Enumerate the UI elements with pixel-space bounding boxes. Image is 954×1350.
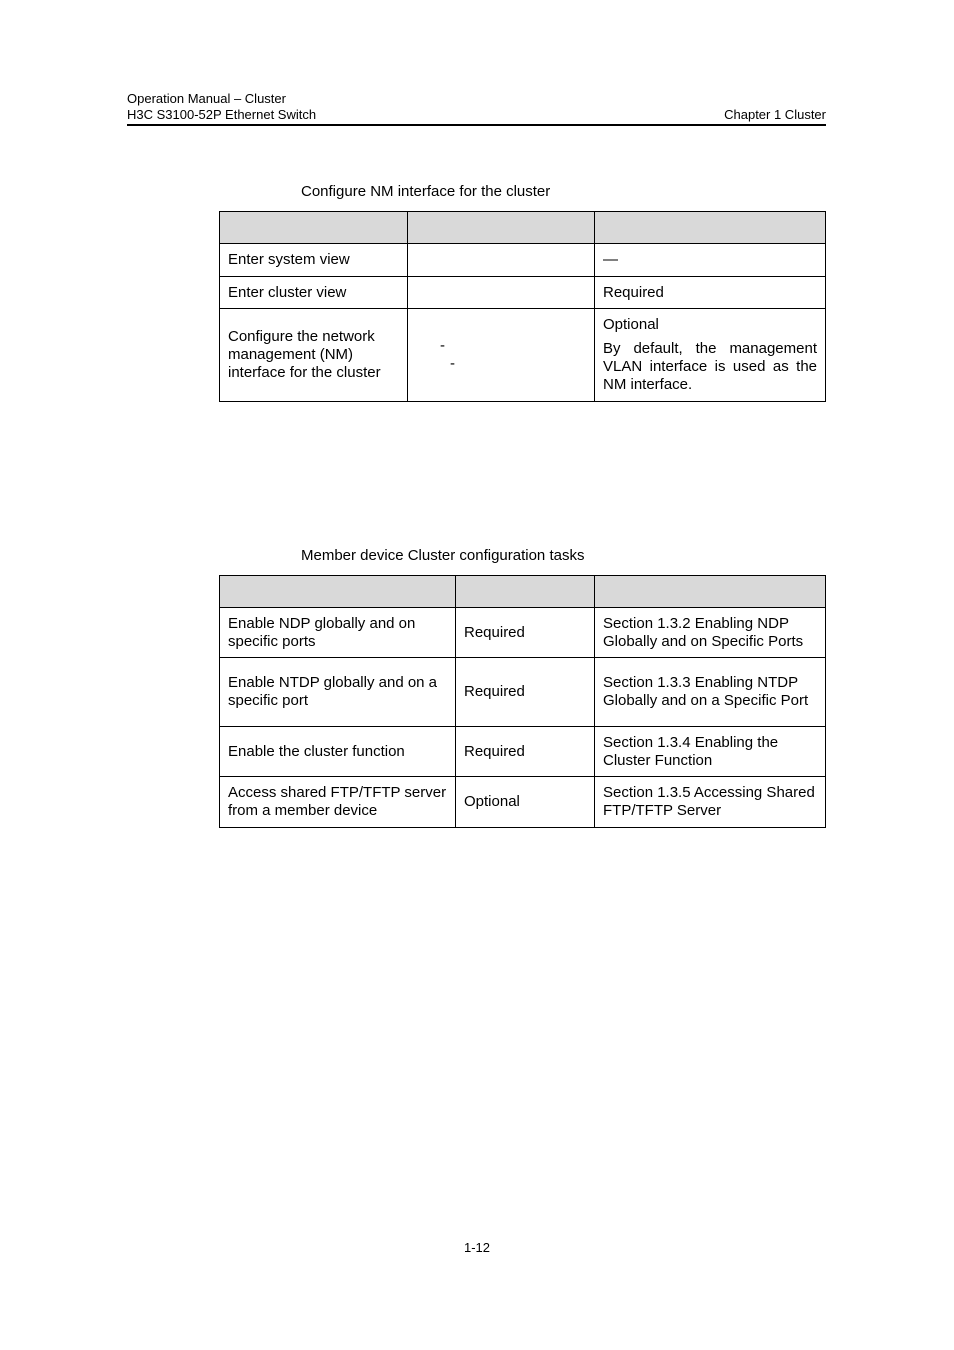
remarks-cell: Required [595,277,826,309]
manual-title: Operation Manual – Cluster [127,91,286,106]
task-cell: Enable NTDP globally and on a specific port [220,658,456,727]
table-row [220,658,826,727]
member-tasks-table [219,575,826,828]
operation-cell: Enter cluster view [220,277,408,309]
reference-cell: Section 1.3.4 Enabling the Cluster Function [595,727,826,777]
remarks-cell: — [595,244,826,277]
command-cell [408,277,595,309]
column-header [595,212,826,244]
column-header [220,576,456,608]
remarks-cell [595,309,826,402]
table-row [220,727,826,777]
status-cell: Required [456,608,595,658]
command-cell [408,309,595,402]
column-header [456,576,595,608]
table-row [220,277,826,309]
header-rule [127,124,826,126]
nm-interface-table [219,211,826,402]
task-cell: Enable NDP globally and on specific ports [220,608,456,658]
column-header [408,212,595,244]
table-header-row [220,212,826,244]
table1-caption: Configure NM interface for the cluster [301,183,551,200]
operation-cell: Configure the network management (NM) interface for the cluster [220,309,408,402]
status-cell: Optional [456,777,595,828]
table-row [220,244,826,277]
operation-cell: Enter system view [220,244,408,277]
table-row [220,309,826,402]
column-header [595,576,826,608]
task-cell: Enable the cluster function [220,727,456,777]
table-row [220,777,826,828]
task-cell: Access shared FTP/TFTP server from a member device [220,777,456,828]
reference-cell: Section 1.3.5 Accessing Shared FTP/TFTP Server [595,777,826,828]
chapter-title: Chapter 1 Cluster [724,107,826,122]
reference-cell: Section 1.3.3 Enabling NTDP Globally and on a Specific Port [595,658,826,727]
status-cell: Required [456,658,595,727]
table-row [220,608,826,658]
command-cell [408,244,595,277]
command-line: - [440,337,445,354]
remarks-status: Optional [603,316,659,333]
table2-caption: Member device Cluster configuration tasks [301,547,585,564]
product-name: H3C S3100-52P Ethernet Switch [127,107,317,122]
table-header-row [220,576,826,608]
reference-cell: Section 1.3.2 Enabling NDP Globally and on Specific Ports [595,608,826,658]
page-number: 1-12 [463,1240,491,1255]
column-header [220,212,408,244]
running-header-left [127,91,316,123]
status-cell: Required [456,727,595,777]
remarks-note: By default, the management VLAN interface is used as the NM interface. [603,340,817,393]
command-line: - [450,355,455,372]
